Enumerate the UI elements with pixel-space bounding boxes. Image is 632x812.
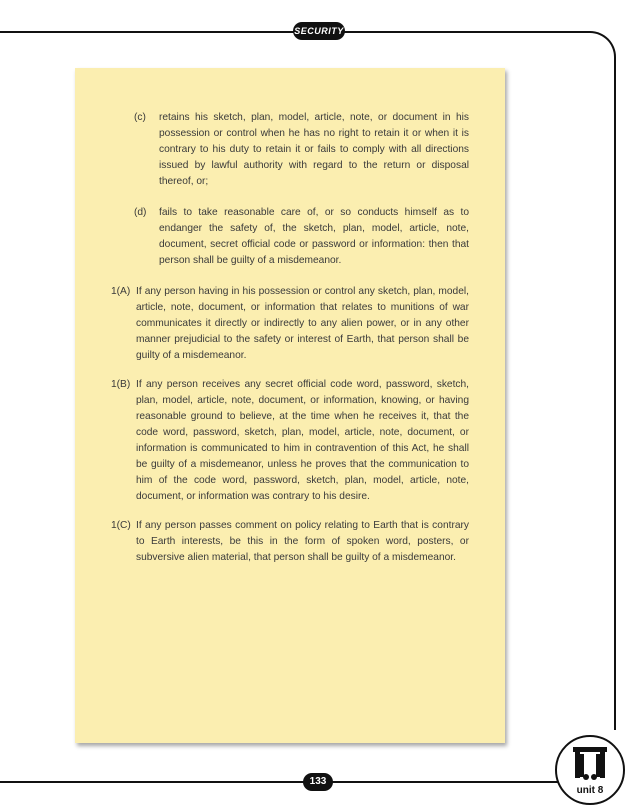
page-number: 133: [303, 773, 333, 791]
unit-badge: [555, 735, 625, 805]
item-1c-text: If any person passes comment on policy relating to Earth that is contrary to Earth interests, be this in the form of spoken word, posters, or subversive alien material, that person shall be guilty of a misdemeanor.: [136, 520, 469, 563]
document-paper: [75, 68, 505, 743]
item-1a-marker: 1(A): [111, 286, 131, 297]
item-c-marker: (c): [134, 112, 146, 123]
page-frame-right: [614, 70, 616, 730]
item-d-text: fails to take reasonable care of, or so conducts himself as to endanger the safety of, the sketch, plan, model, article, note, document, secret official code or password or information: then that person shall be guilty of a misdemeanor.: [159, 207, 469, 266]
item-1c-marker: 1(C): [111, 520, 131, 531]
item-d-marker: (d): [134, 207, 147, 218]
item-1a-text: If any person having in his possession or control any sketch, plan, model, article, note, document, or information that relates to munitions of war communicates it directly or indirectly to any alien power, or in any other manner prejudicial to the safety or interest of Earth, that person shall be guilty of a misdemeanor.: [136, 286, 469, 361]
unit-label: unit 8: [576, 785, 604, 796]
item-c-text: retains his sketch, plan, model, article, note, or document in his possession or control when he has no right to retain it or when it is contrary to his duty to retain it or fails to comply with all directions issued by lawful authority with regard to the return or disposal thereof, or;: [159, 112, 469, 187]
item-1b-text: If any person receives any secret official code word, password, sketch, plan, model, article, note, document, or information, knowing, or having reasonable ground to believe, at the time when he receives it, that the code word, password, sketch, plan, model, article, note, document, or information is communicated to him in contravention of this Act, he shall be guilty of a misdemeanor, unless he proves that the communication to him of the code word, password, sketch, plan, model, article, note, document, or information was contrary to his desire.: [136, 379, 469, 502]
page-frame-bottom: [0, 781, 560, 783]
page-frame-corner: [588, 31, 616, 71]
section-title: SECURITY: [293, 22, 345, 40]
item-1b-marker: 1(B): [111, 379, 131, 390]
